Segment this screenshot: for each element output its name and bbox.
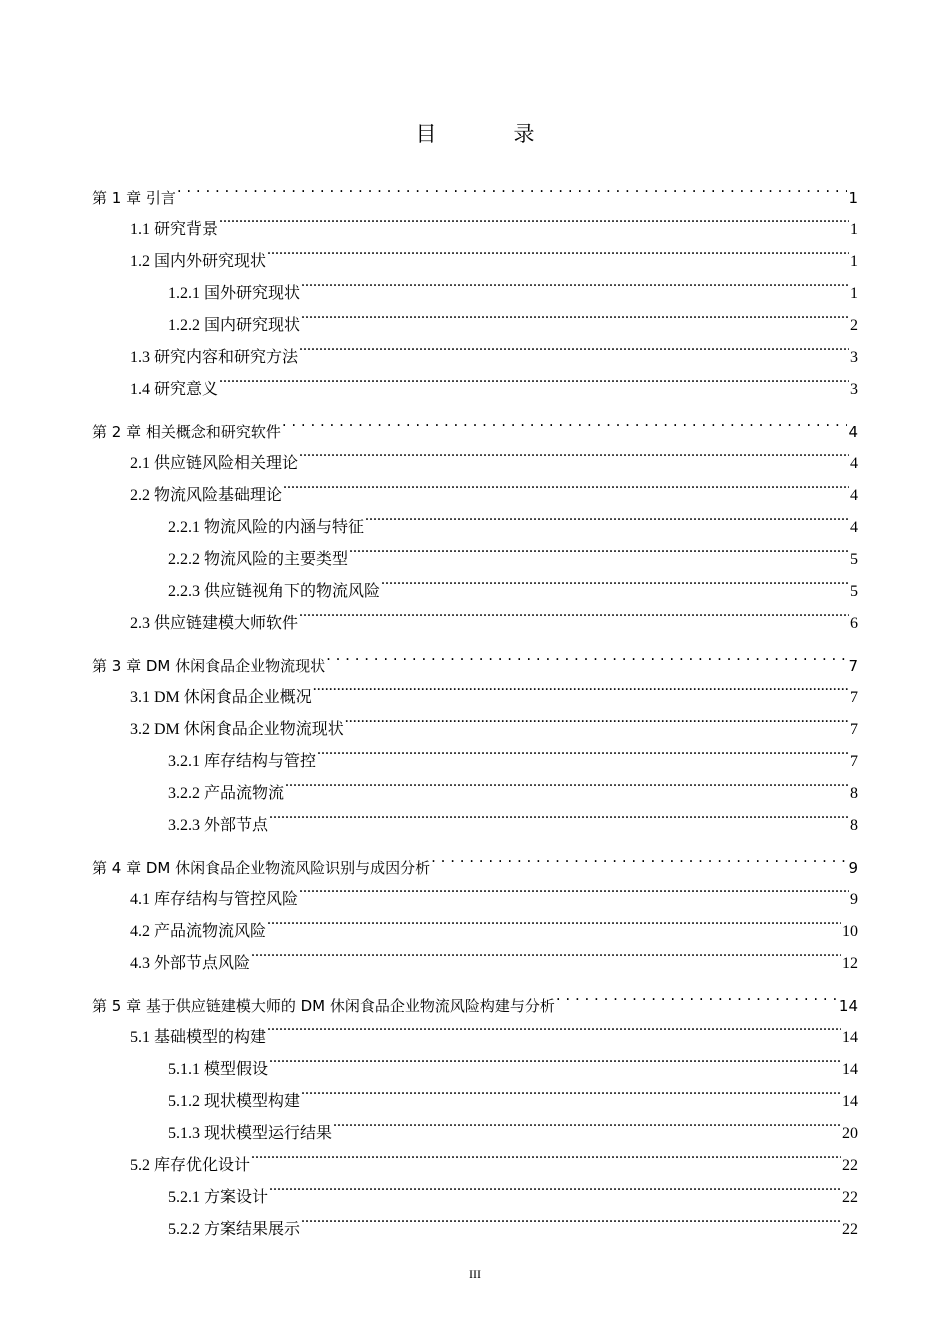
toc-entry-label: 5.2.1 方案设计: [168, 1189, 269, 1206]
toc-entry-label: 3.2 DM 休闲食品企业物流现状: [130, 721, 344, 738]
toc-entry-page-number: 12: [842, 955, 858, 972]
toc-entry-page-number: 14: [838, 997, 858, 1015]
toc-entry-page-number: 22: [842, 1189, 858, 1206]
toc-entry-page-number: 7: [850, 689, 858, 706]
dot-leader: [299, 888, 849, 904]
toc-entry-subsection[interactable]: [92, 544, 858, 576]
toc-entry-page-number: 22: [842, 1221, 858, 1238]
dot-leader: [301, 1090, 841, 1106]
toc-entry-page-number: 7: [848, 657, 858, 675]
toc-entry-page-number: 2: [850, 317, 858, 334]
toc-entry-label: 第 3 章 DM 休闲食品企业物流现状: [92, 657, 326, 675]
dot-leader: [313, 686, 849, 702]
toc-entry-page-number: 4: [850, 487, 858, 504]
table-of-contents: [92, 182, 858, 1246]
toc-entry-page-number: 20: [842, 1125, 858, 1142]
toc-entry-page-number: 8: [850, 817, 858, 834]
dot-leader: [301, 1218, 841, 1234]
toc-entry-label: 第 2 章 相关概念和研究软件: [92, 423, 281, 441]
toc-entry-label: 1.3 研究内容和研究方法: [130, 349, 299, 366]
toc-entry-label: 5.1 基础模型的构建: [130, 1029, 267, 1046]
dot-leader: [431, 858, 847, 873]
toc-entry-label: 2.3 供应链建模大师软件: [130, 615, 299, 632]
toc-entry-page-number: 7: [850, 721, 858, 738]
dot-leader: [381, 580, 849, 596]
toc-entry-page-number: 4: [848, 423, 858, 441]
toc-entry-label: 5.1.2 现状模型构建: [168, 1093, 301, 1110]
toc-entry-page-number: 4: [850, 455, 858, 472]
toc-entry-chapter[interactable]: [92, 990, 858, 1022]
dot-leader: [301, 282, 849, 298]
toc-entry-subsection[interactable]: [92, 310, 858, 342]
toc-entry-section[interactable]: [92, 480, 858, 512]
toc-entry-section[interactable]: [92, 916, 858, 948]
toc-entry-subsection[interactable]: [92, 746, 858, 778]
toc-entry-section[interactable]: [92, 1150, 858, 1182]
toc-entry-label: 1.1 研究背景: [130, 221, 219, 238]
dot-leader: [177, 188, 848, 203]
toc-entry-label: 4.3 外部节点风险: [130, 955, 251, 972]
toc-entry-page-number: 4: [850, 519, 858, 536]
dot-leader: [219, 378, 849, 394]
dot-leader: [326, 656, 847, 671]
page-number-footer: III: [469, 1267, 481, 1281]
toc-entry-subsection[interactable]: [92, 1118, 858, 1150]
toc-entry-section[interactable]: [92, 342, 858, 374]
toc-entry-label: 3.1 DM 休闲食品企业概况: [130, 689, 312, 706]
toc-entry-section[interactable]: [92, 214, 858, 246]
toc-entry-section[interactable]: [92, 608, 858, 640]
dot-leader: [269, 1058, 841, 1074]
toc-entry-page-number: 14: [842, 1029, 858, 1046]
toc-entry-label: 5.1.3 现状模型运行结果: [168, 1125, 333, 1142]
toc-entry-page-number: 1: [850, 253, 858, 270]
toc-entry-label: 5.2 库存优化设计: [130, 1157, 251, 1174]
toc-entry-label: 2.2 物流风险基础理论: [130, 487, 283, 504]
toc-entry-page-number: 9: [850, 891, 858, 908]
dot-leader: [349, 548, 849, 564]
toc-entry-section[interactable]: [92, 374, 858, 406]
toc-entry-page-number: 8: [850, 785, 858, 802]
dot-leader: [333, 1122, 841, 1138]
toc-entry-label: 1.4 研究意义: [130, 381, 219, 398]
toc-entry-label: 第 5 章 基于供应链建模大师的 DM 休闲食品企业物流风险构建与分析: [92, 997, 555, 1015]
toc-entry-section[interactable]: [92, 948, 858, 980]
toc-entry-label: 3.2.2 产品流物流: [168, 785, 285, 802]
toc-entry-label: 2.2.1 物流风险的内涵与特征: [168, 519, 365, 536]
toc-entry-section[interactable]: [92, 1022, 858, 1054]
dot-leader: [345, 718, 849, 734]
toc-entry-page-number: 5: [850, 583, 858, 600]
toc-entry-label: 1.2 国内外研究现状: [130, 253, 267, 270]
toc-entry-label: 2.1 供应链风险相关理论: [130, 455, 299, 472]
toc-entry-chapter[interactable]: [92, 182, 858, 214]
toc-entry-section[interactable]: [92, 714, 858, 746]
dot-leader: [267, 920, 841, 936]
dot-leader: [267, 250, 849, 266]
toc-entry-subsection[interactable]: [92, 1182, 858, 1214]
toc-entry-label: 4.2 产品流物流风险: [130, 923, 267, 940]
toc-entry-section[interactable]: [92, 682, 858, 714]
dot-leader: [269, 814, 849, 830]
toc-entry-page-number: 7: [850, 753, 858, 770]
dot-leader: [251, 1154, 841, 1170]
dot-leader: [282, 422, 848, 437]
toc-entry-label: 2.2.3 供应链视角下的物流风险: [168, 583, 381, 600]
toc-entry-subsection[interactable]: [92, 1214, 858, 1246]
toc-entry-subsection[interactable]: [92, 810, 858, 842]
toc-entry-label: 第 1 章 引言: [92, 189, 176, 207]
toc-entry-page-number: 3: [850, 349, 858, 366]
dot-leader: [269, 1186, 841, 1202]
toc-entry-subsection[interactable]: [92, 576, 858, 608]
dot-leader: [299, 612, 849, 628]
dot-leader: [251, 952, 841, 968]
toc-entry-label: 2.2.2 物流风险的主要类型: [168, 551, 349, 568]
toc-entry-chapter[interactable]: [92, 650, 858, 682]
toc-entry-subsection[interactable]: [92, 778, 858, 810]
toc-entry-page-number: 1: [848, 189, 858, 207]
toc-entry-section[interactable]: [92, 884, 858, 916]
toc-entry-page-number: 14: [842, 1093, 858, 1110]
dot-leader: [299, 346, 849, 362]
toc-entry-subsection[interactable]: [92, 1086, 858, 1118]
toc-entry-page-number: 1: [850, 221, 858, 238]
toc-entry-subsection[interactable]: [92, 278, 858, 310]
toc-entry-page-number: 22: [842, 1157, 858, 1174]
toc-entry-page-number: 10: [842, 923, 858, 940]
toc-entry-label: 4.1 库存结构与管控风险: [130, 891, 299, 908]
toc-entry-page-number: 1: [850, 285, 858, 302]
dot-leader: [317, 750, 849, 766]
toc-entry-label: 3.2.3 外部节点: [168, 817, 269, 834]
dot-leader: [267, 1026, 841, 1042]
toc-entry-page-number: 3: [850, 381, 858, 398]
toc-entry-label: 5.2.2 方案结果展示: [168, 1221, 301, 1238]
toc-entry-label: 1.2.1 国外研究现状: [168, 285, 301, 302]
toc-entry-label: 3.2.1 库存结构与管控: [168, 753, 317, 770]
toc-entry-subsection[interactable]: [92, 1054, 858, 1086]
toc-entry-chapter[interactable]: [92, 416, 858, 448]
toc-entry-page-number: 5: [850, 551, 858, 568]
dot-leader: [556, 996, 838, 1011]
toc-entry-subsection[interactable]: [92, 512, 858, 544]
dot-leader: [301, 314, 849, 330]
dot-leader: [219, 218, 849, 234]
dot-leader: [285, 782, 849, 798]
dot-leader: [365, 516, 849, 532]
toc-entry-chapter[interactable]: [92, 852, 858, 884]
dot-leader: [283, 484, 849, 500]
toc-entry-section[interactable]: [92, 246, 858, 278]
toc-entry-label: 5.1.1 模型假设: [168, 1061, 269, 1078]
toc-entry-label: 1.2.2 国内研究现状: [168, 317, 301, 334]
toc-entry-page-number: 6: [850, 615, 858, 632]
toc-entry-label: 第 4 章 DM 休闲食品企业物流风险识别与成因分析: [92, 859, 431, 877]
toc-title: 目 录: [415, 122, 563, 146]
toc-entry-page-number: 9: [848, 859, 858, 877]
dot-leader: [299, 452, 849, 468]
toc-entry-section[interactable]: [92, 448, 858, 480]
toc-entry-page-number: 14: [842, 1061, 858, 1078]
